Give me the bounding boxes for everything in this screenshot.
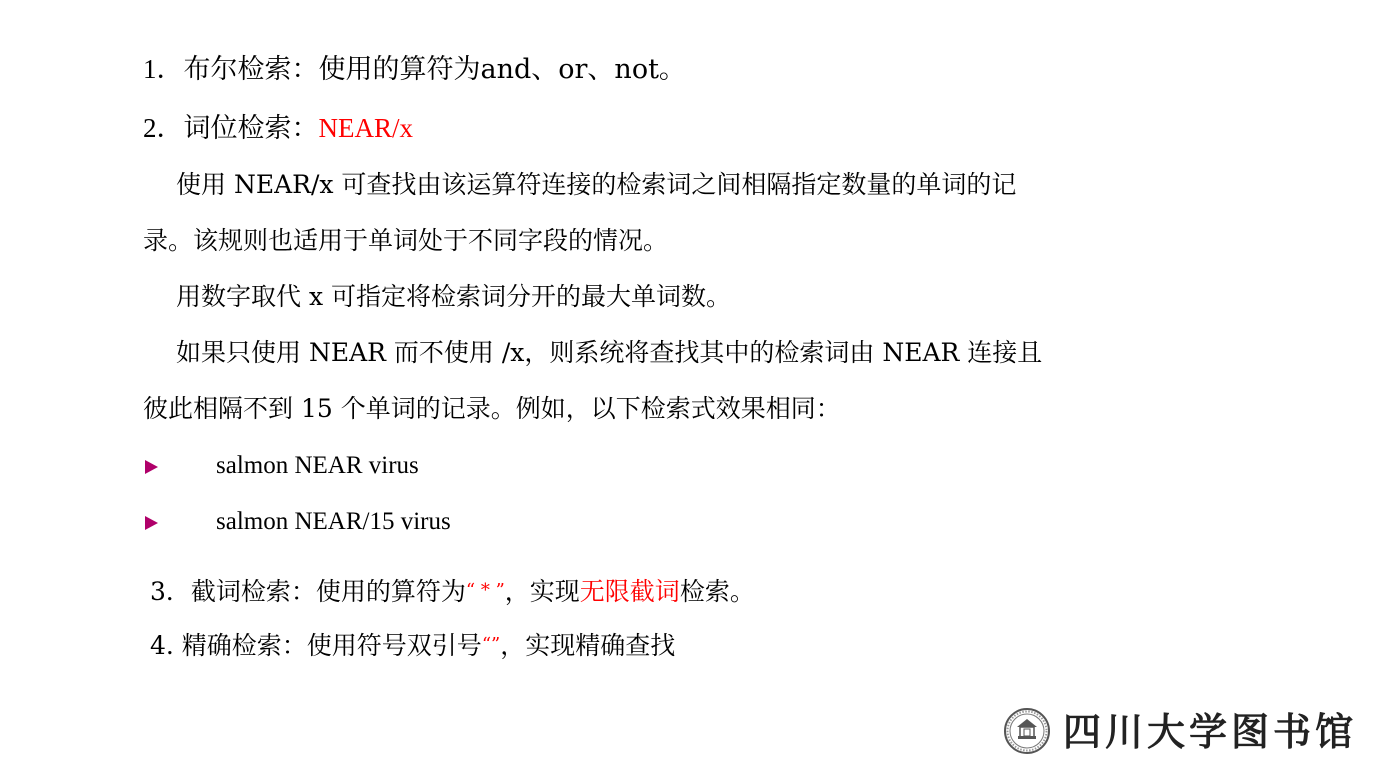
item-boolean-search bbox=[143, 52, 686, 87]
near-operator: NEAR/x bbox=[318, 113, 413, 143]
paragraph-line: 如果只使用 NEAR 而不使用 /x，则系统将查找其中的检索词由 NEAR 连接且 bbox=[176, 338, 1043, 367]
item-text: 检索。 bbox=[679, 577, 755, 606]
paragraph-line: 使用 NEAR/x 可查找由该运算符连接的检索词之间相隔指定数量的单词的记 bbox=[176, 170, 1017, 199]
item-label: 词位检索： bbox=[183, 113, 319, 144]
item-truncation-search bbox=[150, 574, 755, 609]
example-query: salmon NEAR virus bbox=[216, 452, 419, 479]
item-label: 布尔检索： bbox=[183, 54, 319, 85]
quote-symbol: “” bbox=[481, 634, 501, 655]
example-query: salmon NEAR/15 virus bbox=[216, 508, 451, 535]
arrow-bullet-icon bbox=[145, 516, 158, 530]
sichuan-university-seal-icon bbox=[1003, 707, 1051, 755]
example-list-item bbox=[143, 448, 419, 483]
item-text: ，实现 bbox=[504, 577, 580, 606]
item-text: 3．截词检索：使用的算符为 bbox=[150, 577, 466, 606]
item-text: ，实现精确查找 bbox=[500, 631, 676, 660]
library-logo bbox=[1003, 705, 1358, 759]
item-number: 2． bbox=[143, 113, 184, 143]
item-number: 1． bbox=[143, 54, 184, 84]
highlight-text: 无限截词 bbox=[579, 577, 680, 606]
library-name: 四川大学图书馆 bbox=[1063, 709, 1358, 754]
paragraph-line: 录。该规则也适用于单词处于不同字段的情况。 bbox=[143, 226, 669, 255]
arrow-bullet-icon bbox=[145, 460, 158, 474]
example-list-item bbox=[143, 504, 451, 539]
truncation-symbol: “ * ” bbox=[465, 580, 505, 601]
item-positional-search bbox=[143, 111, 413, 146]
item-text: 4. 精确检索：使用符号双引号 bbox=[150, 631, 482, 660]
paragraph-line: 用数字取代 x 可指定将检索词分开的最大单词数。 bbox=[176, 282, 731, 311]
item-text: 使用的算符为and、or、not。 bbox=[318, 54, 686, 85]
paragraph-line: 彼此相隔不到 15 个单词的记录。例如，以下检索式效果相同： bbox=[143, 394, 841, 423]
item-exact-search bbox=[150, 628, 675, 663]
